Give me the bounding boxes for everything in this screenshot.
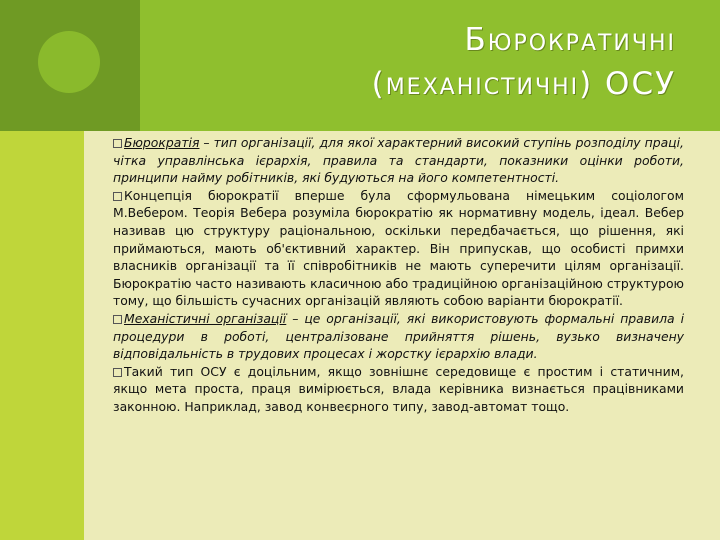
paragraph-text: Концепція бюрократії вперше була сформульована німецьким соціологом М.Вебером. Теорія Вебера розуміла бюрократію як нормативну модель, ідеал. Вебер називав цю структуру раціональною, оскільки передбачається, що рішення, які приймаються, мають об'єктивний характер. Він припускав, що особисті примхи власників організації та її співробітників не мають суперечити цілям організації. Бюрократію часто називають класичною або традиційною організаційною структурою тому, що більшість сучасних організацій являють собою варіанти бюрократії. [113, 187, 684, 309]
paragraph-text: – це організації, які використовують формальні правила і процедури в роботі, централізоване прийняття рішень, вузько визначену відповідальність в трудових процесах і жорстку ієрархію влади. [113, 310, 685, 362]
bullet-icon [113, 192, 122, 201]
paragraph-text: – тип організації, для якої характерний високий ступінь розподілу праці, чітка управлінська ієрархія, правила та стандарти, показники оцінки роботи, принципи найму робітників, які будуються на його компетентності. [113, 135, 684, 186]
term-bureaucracy: Бюрократія [124, 135, 200, 150]
bullet-icon [113, 139, 122, 148]
paragraph-mechanistic [113, 310, 684, 363]
paragraph-text: Такий тип ОСУ є доцільним, якщо зовнішнє середовище є простим і статичним, якщо мета проста, праця вимірюється, влада керівника визнається працівниками законною. Наприклад, завод конвеєрного типу, завод-автомат тощо. [113, 363, 684, 414]
paragraph-bureaucracy [113, 134, 684, 187]
slide-body [113, 134, 684, 416]
bullet-icon [113, 315, 122, 324]
title-line-2: (механістичні) ОСУ [371, 66, 676, 102]
slide-title [136, 18, 676, 106]
paragraph-weber [113, 187, 684, 310]
bullet-icon [113, 368, 122, 377]
term-mechanistic: Механістичні організації [124, 310, 287, 326]
decorative-circle [38, 31, 100, 93]
title-line-1: Бюрократичні [464, 22, 676, 58]
paragraph-applicability [113, 363, 684, 416]
